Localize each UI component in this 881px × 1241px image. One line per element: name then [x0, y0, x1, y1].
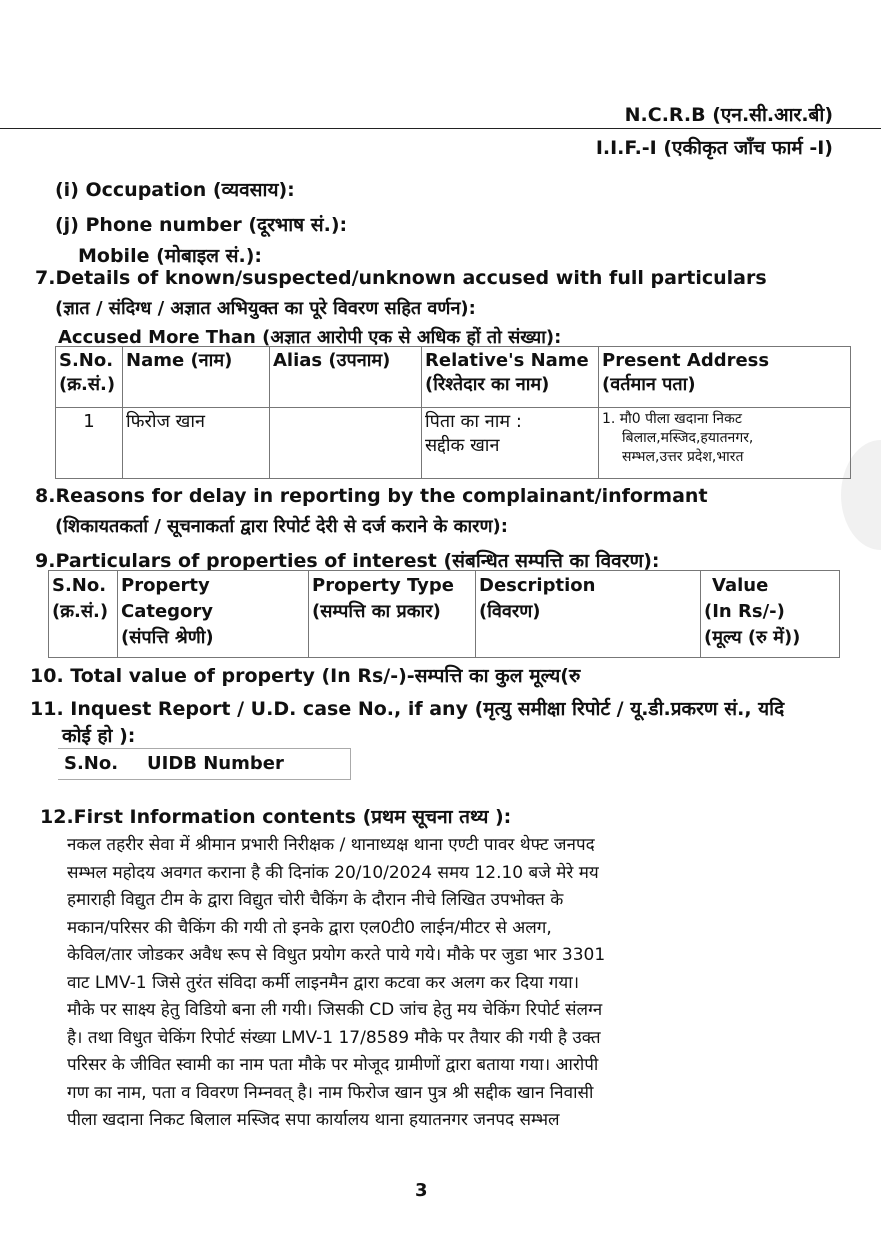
mobile-label: Mobile (मोबाइल सं.): [78, 245, 262, 267]
accused-header-row [56, 347, 851, 408]
col-name [123, 347, 270, 408]
fir-line: सम्भल महोदय अवगत कराना है की दिनांक 20/10/2024 समय 12.10 बजे मेरे मय [67, 862, 599, 883]
page-number: 3 [415, 1180, 428, 1201]
prop-col-sno-label-hi: (क्र.सं.) [52, 601, 109, 622]
phone-label: (j) Phone number (दूरभाष सं.): [55, 214, 348, 236]
fir-line: केविल/तार जोडकर अवैध रूप से विधुत प्रयोग करते पाये गये। मौके पर जुडा भार 3301 [67, 945, 606, 965]
header-rule [0, 128, 881, 129]
fir-line: मौके पर साक्ष्य हेतु विडियो बना ली गयी। जिसकी CD जांच हेतु मय चेकिंग रिपोर्ट संलग्न [67, 1000, 603, 1020]
fir-line: है। तथा विधुत चेकिंग रिपोर्ट संख्या LMV-1 17/8589 मौके पर तैयार की गयी है उक्त [67, 1027, 601, 1048]
form-title: I.I.F.-I (एकीकृत जाँच फार्म -I) [595, 137, 833, 159]
col-address [599, 347, 851, 408]
col-address-label: Present Address [602, 350, 770, 371]
prop-col-value-label: Value [712, 575, 769, 596]
row-address [599, 408, 851, 479]
occupation-label: (i) Occupation (व्यवसाय): [55, 179, 295, 201]
prop-col-value-label-hi: (मूल्य (रु में)) [704, 627, 801, 648]
prop-col-desc [476, 571, 701, 658]
col-relative-label-hi: (रिश्तेदार का नाम) [425, 374, 550, 395]
section11-title-2: कोई हो ): [62, 725, 136, 747]
section11-title: 11. Inquest Report / U.D. case No., if any (मृत्यु समीक्षा रिपोर्ट / यू.डी.प्रकरण सं., यदि [30, 698, 785, 720]
fir-line: नकल तहरीर सेवा में श्रीमान प्रभारी निरीक्षक / थानाध्यक्ष थाना एण्टी पावर थेफ्ट जनपद [67, 835, 595, 855]
row-address-line1: 1. मौ0 पीला खदाना निकट [602, 411, 742, 427]
col-name-label: Name (नाम) [126, 350, 233, 371]
col-sno-label: S.No. [59, 350, 114, 371]
section7-title: 7.Details of known/suspected/unknown accused with full particulars [35, 267, 767, 289]
accused-more-label: Accused More Than (अज्ञात आरोपी एक से अधिक हों तो संख्या): [58, 327, 562, 348]
section8-title-hi: (शिकायतकर्ता / सूचनाकर्ता द्वारा रिपोर्ट देरी से दर्ज कराने के कारण): [55, 516, 508, 537]
fir-line: गण का नाम, पता व विवरण निम्नवत् है। नाम फिरोज खान पुत्र श्री सद्दीक खान निवासी [67, 1082, 594, 1103]
section10-title: 10. Total value of property (In Rs/-)-सम्पत्ति का कुल मूल्य(रु [30, 665, 581, 687]
fir-line: मकान/परिसर की चैकिंग की गयी तो इनके द्वारा एल0टी0 लाईन/मीटर से अलग, [67, 917, 552, 938]
property-header-row [49, 571, 840, 658]
prop-col-desc-label-hi: (विवरण) [479, 601, 541, 622]
ncrb-header: N.C.R.B (एन.सी.आर.बी) [624, 104, 833, 126]
fir-line: परिसर के जीवित स्वामी का नाम पता मौके पर मोजूद ग्रामीणों द्वारा बताया गया। आरोपी [67, 1055, 599, 1075]
prop-col-category-label2: Category [121, 601, 214, 622]
prop-col-category-label1: Property [121, 575, 210, 596]
section8-title: 8.Reasons for delay in reporting by the complainant/informant [35, 485, 708, 507]
section9-title: 9.Particulars of properties of interest (संबन्धित सम्पत्ति का विवरण): [35, 550, 660, 572]
row-address-line2: बिलाल,मस्जिद,हयातनगर, [622, 430, 754, 446]
property-table [48, 570, 840, 658]
uidb-col-number: UIDB Number [147, 753, 284, 774]
row-address-line3: सम्भल,उत्तर प्रदेश,भारत [622, 449, 744, 465]
prop-col-desc-label: Description [479, 575, 596, 596]
row-relative [422, 408, 599, 479]
prop-col-type [309, 571, 476, 658]
row-name: फिरोज खान [123, 408, 270, 479]
col-relative [422, 347, 599, 408]
fir-line: पीला खदाना निकट बिलाल मस्जिद सपा कार्यालय थाना हयातनगर जनपद सम्भल [67, 1110, 560, 1130]
col-relative-label: Relative's Name [425, 350, 589, 371]
fir-contents [67, 832, 757, 1135]
col-alias [270, 347, 422, 408]
col-address-label-hi: (वर्तमान पता) [602, 374, 696, 395]
uidb-col-sno: S.No. [64, 753, 119, 774]
fir-line: वाट LMV-1 जिसे तुरंत संविदा कर्मी लाइनमैन द्वारा कटवा कर अलग कर दिया गया। [67, 972, 580, 993]
prop-col-category [118, 571, 309, 658]
row-alias [270, 408, 422, 479]
prop-col-category-label-hi: (संपत्ति श्रेणी) [121, 627, 214, 648]
prop-col-type-label-hi: (सम्पत्ति का प्रकार) [312, 601, 441, 622]
fir-line: हमाराही विद्युत टीम के द्वारा विद्युत चोरी चैकिंग के दौरान नीचे लिखित उपभोक्त के [67, 890, 564, 910]
prop-col-sno-label: S.No. [52, 575, 107, 596]
row-relative-line1: पिता का नाम : [425, 411, 522, 432]
prop-col-value [701, 571, 840, 658]
table-row [56, 408, 851, 479]
row-sno: 1 [56, 408, 123, 479]
section7-title-hi: (ज्ञात / संदिग्ध / अज्ञात अभियुक्त का पूरे विवरण सहित वर्णन): [55, 298, 476, 319]
col-alias-label: Alias (उपनाम) [273, 350, 391, 371]
section12-title: 12.First Information contents (प्रथम सूचना तथ्य ): [40, 806, 512, 828]
prop-col-value-label2: (In Rs/-) [704, 601, 785, 622]
row-relative-line2: सद्दीक खान [425, 435, 500, 456]
accused-table [55, 346, 851, 479]
prop-col-type-label: Property Type [312, 575, 454, 596]
col-sno-label-hi: (क्र.सं.) [59, 374, 116, 395]
col-sno [56, 347, 123, 408]
prop-col-sno [49, 571, 118, 658]
